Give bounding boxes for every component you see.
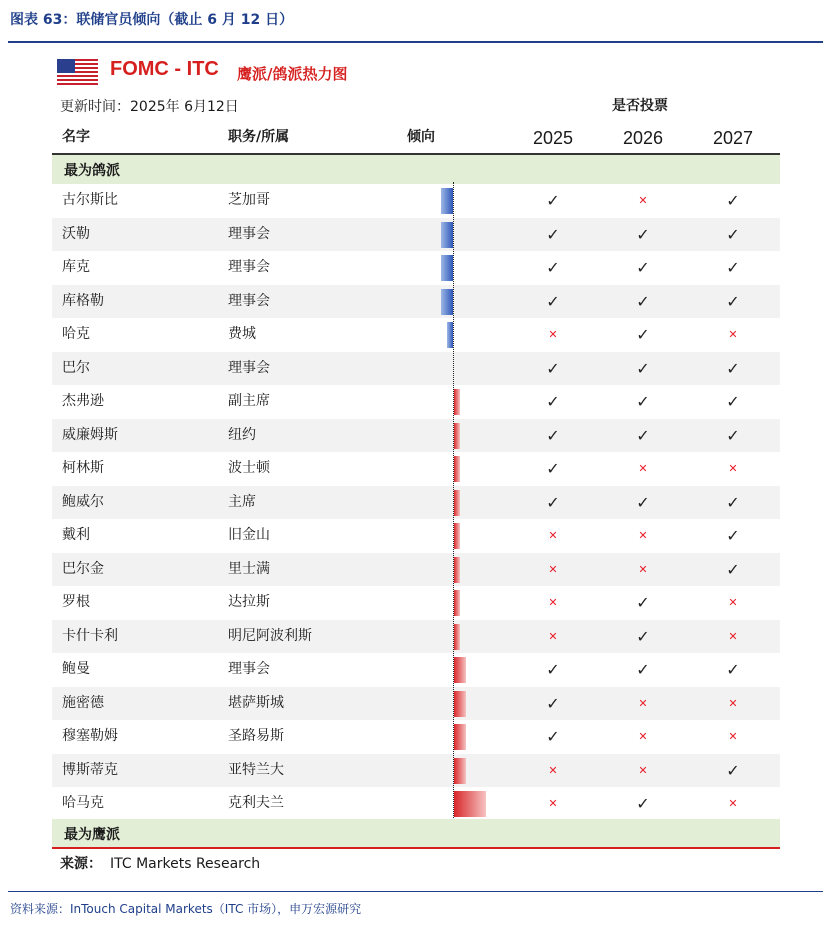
- vote-mark-2025: ✓: [546, 459, 560, 478]
- official-district: 理事会: [228, 661, 270, 677]
- official-name: 卡什卡利: [62, 627, 118, 644]
- official-name: 柯林斯: [62, 460, 104, 476]
- official-name: 威廉姆斯: [62, 426, 118, 443]
- table-row: [52, 620, 780, 654]
- official-district: 理事会: [228, 259, 270, 275]
- official-district: 纽约: [228, 426, 256, 443]
- bottom-rule: [52, 847, 780, 849]
- table-row: [52, 352, 780, 386]
- lean-bar: [454, 423, 460, 449]
- figure-title: 图表 63：联储官员倾向（截止 6 月 12 日）: [10, 12, 294, 28]
- lean-bar: [454, 456, 460, 482]
- year-header-2026: 2026: [622, 128, 664, 148]
- official-district: 克利夫兰: [228, 795, 284, 811]
- vote-mark-2025: ✕: [548, 629, 558, 643]
- vote-mark-2026: ✓: [636, 794, 650, 813]
- vote-mark-2026: ✕: [638, 562, 648, 576]
- chart-subtitle: 鹰派/鸽派热力图: [237, 65, 348, 83]
- official-name: 鲍曼: [62, 661, 90, 677]
- band-most-hawkish: [52, 819, 780, 848]
- vote-mark-2026: ✓: [636, 358, 650, 378]
- vote-mark-2027: ✕: [728, 629, 738, 643]
- vote-mark-2026: ✓: [636, 425, 650, 445]
- vote-mark-2025: ✓: [546, 727, 560, 746]
- official-district: 旧金山: [228, 527, 270, 543]
- table-row: [52, 754, 780, 788]
- vote-mark-2025: ✓: [546, 492, 560, 512]
- vote-mark-2026: ✕: [638, 763, 648, 777]
- vote-mark-2025: ✕: [548, 763, 558, 777]
- vote-mark-2027: ✓: [726, 559, 740, 579]
- vote-mark-2027: ✓: [726, 760, 740, 780]
- vote-mark-2026: ✕: [638, 194, 648, 207]
- vote-mark-2027: ✓: [726, 258, 740, 277]
- official-district: 副主席: [228, 393, 270, 409]
- vote-mark-2025: ✕: [548, 328, 558, 341]
- official-name: 鲍威尔: [62, 493, 104, 510]
- vote-header: 是否投票: [612, 98, 668, 114]
- lean-bar: [454, 590, 460, 616]
- vote-mark-2026: ✕: [638, 730, 648, 743]
- updated-date: 更新时间：2025年 6月12日: [60, 99, 239, 115]
- vote-mark-2025: ✓: [546, 224, 560, 244]
- table-row: [52, 486, 780, 520]
- lean-bar: [454, 523, 460, 549]
- vote-mark-2026: ✓: [636, 291, 650, 311]
- official-district: 理事会: [228, 359, 270, 376]
- official-district: 主席: [228, 493, 256, 510]
- official-district: 明尼阿波利斯: [228, 627, 312, 644]
- us-flag-icon: [57, 59, 98, 85]
- vote-mark-2025: ✓: [546, 392, 560, 411]
- official-name: 巴尔: [62, 359, 90, 376]
- official-district: 堪萨斯城: [228, 694, 284, 711]
- bottom-page-rule: [8, 891, 823, 892]
- lean-axis-zero-line: [453, 182, 454, 818]
- official-district: 理事会: [228, 292, 270, 309]
- vote-mark-2027: ✓: [726, 191, 740, 210]
- table-row: [52, 519, 780, 553]
- lean-bar: [454, 758, 466, 784]
- table-row: [52, 218, 780, 252]
- vote-mark-2027: ✓: [726, 224, 740, 244]
- column-header-name: 名字: [62, 129, 90, 145]
- year-header-2025: 2025: [532, 128, 574, 148]
- official-district: 芝加哥: [228, 192, 270, 208]
- footer-source: 资料来源：InTouch Capital Markets（ITC 市场），申万宏源研究: [10, 902, 362, 916]
- table-row: [52, 385, 780, 419]
- vote-mark-2026: ✓: [636, 660, 650, 679]
- vote-mark-2025: ✕: [548, 562, 558, 576]
- official-name: 沃勒: [62, 225, 90, 242]
- vote-mark-2027: ✓: [726, 526, 740, 545]
- table-row: [52, 653, 780, 687]
- band-most-hawkish-label: 最为鹰派: [64, 827, 120, 843]
- official-district: 理事会: [228, 225, 270, 242]
- vote-mark-2027: ✕: [728, 730, 738, 743]
- official-name: 穆塞勒姆: [62, 728, 118, 744]
- column-header-district: 职务/所属: [228, 129, 290, 145]
- vote-mark-2025: ✕: [548, 529, 558, 542]
- official-name: 库克: [62, 259, 90, 275]
- official-name: 古尔斯比: [62, 192, 118, 208]
- lean-bar: [441, 289, 453, 315]
- vote-mark-2025: ✓: [546, 358, 560, 378]
- lean-bar: [454, 389, 460, 415]
- official-name: 哈马克: [62, 795, 104, 811]
- official-name: 博斯蒂克: [62, 761, 118, 778]
- vote-mark-2027: ✓: [726, 392, 740, 411]
- year-header-2027: 2027: [712, 128, 754, 148]
- lean-bar: [454, 490, 460, 516]
- vote-mark-2026: ✕: [638, 529, 648, 542]
- vote-mark-2026: ✓: [636, 325, 650, 344]
- official-district: 达拉斯: [228, 594, 270, 610]
- official-name: 施密德: [62, 694, 104, 711]
- source-label: 来源：: [60, 856, 102, 872]
- lean-bar: [441, 188, 453, 214]
- panel-source: [60, 853, 260, 873]
- lean-bar: [454, 724, 466, 750]
- vote-mark-2027: ✓: [726, 291, 740, 311]
- vote-mark-2027: ✓: [726, 492, 740, 512]
- official-name: 杰弗逊: [62, 393, 104, 409]
- vote-mark-2027: ✕: [728, 797, 738, 810]
- official-district: 波士顿: [228, 460, 270, 476]
- vote-mark-2025: ✕: [548, 797, 558, 810]
- lean-bar: [454, 657, 466, 683]
- official-name: 戴利: [62, 527, 90, 543]
- vote-mark-2026: ✓: [636, 224, 650, 244]
- vote-mark-2026: ✓: [636, 392, 650, 411]
- official-district: 里士满: [228, 560, 270, 577]
- official-name: 哈克: [62, 326, 90, 342]
- vote-mark-2027: ✓: [726, 358, 740, 378]
- lean-bar: [454, 691, 466, 717]
- band-most-dovish: [52, 155, 780, 184]
- lean-bar: [454, 791, 486, 817]
- table-row: [52, 452, 780, 486]
- lean-bar: [454, 624, 460, 650]
- table-row: [52, 720, 780, 754]
- vote-mark-2026: ✓: [636, 626, 650, 646]
- official-name: 库格勒: [62, 292, 104, 309]
- official-district: 圣路易斯: [228, 728, 284, 744]
- official-name: 巴尔金: [62, 560, 104, 577]
- table-row: [52, 285, 780, 319]
- band-most-dovish-label: 最为鸽派: [64, 163, 120, 179]
- column-header-lean: 倾向: [407, 129, 435, 145]
- vote-mark-2026: ✓: [636, 258, 650, 277]
- heatmap-panel: [52, 48, 780, 878]
- brand-title: FOMC - ITC: [110, 58, 219, 80]
- vote-mark-2025: ✕: [548, 596, 558, 609]
- official-name: 罗根: [62, 594, 90, 610]
- vote-mark-2026: ✕: [638, 462, 648, 475]
- vote-mark-2027: ✓: [726, 425, 740, 445]
- vote-mark-2027: ✓: [726, 660, 740, 679]
- official-district: 亚特兰大: [228, 761, 284, 778]
- vote-mark-2027: ✕: [728, 696, 738, 710]
- official-district: 费城: [228, 326, 256, 342]
- vote-mark-2026: ✓: [636, 593, 650, 612]
- table-row: [52, 553, 780, 587]
- vote-mark-2025: ✓: [546, 693, 560, 713]
- table-row: [52, 687, 780, 721]
- lean-bar: [441, 222, 453, 248]
- top-rule: [8, 41, 823, 43]
- table-row: [52, 251, 780, 285]
- vote-mark-2025: ✓: [546, 660, 560, 679]
- table-row: [52, 586, 780, 620]
- lean-bar: [441, 255, 453, 281]
- vote-mark-2025: ✓: [546, 258, 560, 277]
- vote-mark-2027: ✕: [728, 596, 738, 609]
- vote-mark-2026: ✕: [638, 696, 648, 710]
- vote-mark-2026: ✓: [636, 492, 650, 512]
- table-row: [52, 184, 780, 218]
- vote-mark-2025: ✓: [546, 425, 560, 445]
- table-row: [52, 318, 780, 352]
- vote-mark-2025: ✓: [546, 291, 560, 311]
- vote-mark-2025: ✓: [546, 191, 560, 210]
- vote-mark-2027: ✕: [728, 328, 738, 341]
- lean-bar: [454, 557, 460, 583]
- table-row: [52, 787, 780, 821]
- source-text: ITC Markets Research: [110, 856, 261, 872]
- table-row: [52, 419, 780, 453]
- vote-mark-2027: ✕: [728, 462, 738, 475]
